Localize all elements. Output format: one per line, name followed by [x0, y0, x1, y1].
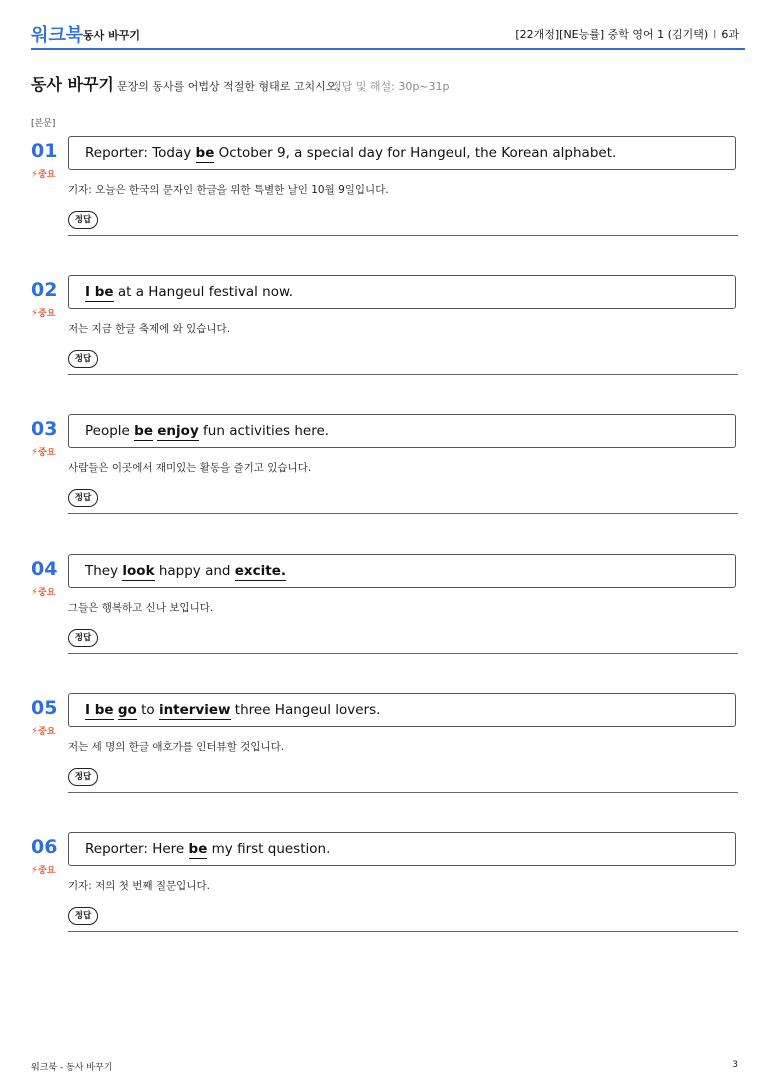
item-number: 06 — [31, 836, 58, 858]
item-number: 02 — [31, 279, 58, 301]
brand-title: 워크북 — [31, 25, 84, 46]
translation-text: 사람들은 이곳에서 재미있는 활동을 즐기고 있습니다. — [68, 462, 312, 474]
item-number: 04 — [31, 558, 58, 580]
sentence-text: Reporter: Today — [85, 145, 196, 161]
lightning-icon: ⚡ — [31, 447, 39, 458]
answer-line — [68, 235, 738, 236]
exercise-item — [31, 275, 738, 375]
answer-button[interactable]: 정답 — [68, 629, 98, 647]
important-label: 중요 — [38, 866, 56, 876]
exercise-item — [31, 554, 738, 654]
header-separator: I — [713, 28, 717, 41]
instruction-text: 문장의 동사를 어법상 적절한 형태로 고치시오. — [117, 80, 340, 93]
translation-text: 기자: 저의 첫 번째 질문입니다. — [68, 880, 210, 892]
important-label: 중요 — [38, 170, 56, 180]
exercise-item — [31, 832, 738, 932]
answer-line — [68, 931, 738, 932]
target-verb: excite. — [234, 563, 287, 579]
sentence-text: to — [136, 702, 159, 718]
sentence-box — [68, 554, 736, 588]
sentence-box — [68, 136, 736, 170]
header-book-info — [515, 26, 739, 42]
important-label: 중요 — [38, 448, 56, 458]
answer-reference: 정답 및 해설: 30p~31p — [331, 80, 450, 93]
important-badge — [31, 585, 55, 598]
answer-button[interactable]: 정답 — [68, 211, 98, 229]
target-verb: be — [134, 423, 153, 439]
book-title: [22개정][NE능률] 중학 영어 1 (김기택) — [515, 28, 709, 41]
target-verb: go — [117, 702, 137, 718]
important-label: 중요 — [38, 309, 56, 319]
item-number: 01 — [31, 140, 58, 162]
sentence-box — [68, 275, 736, 309]
passage-label: [본문] — [31, 119, 56, 129]
sentence-text: at a Hangeul festival now. — [113, 284, 294, 300]
target-verb: be — [195, 145, 215, 161]
important-badge — [31, 167, 55, 180]
sentence-text: They — [85, 563, 123, 579]
item-number: 03 — [31, 418, 58, 440]
lightning-icon: ⚡ — [31, 726, 39, 737]
target-verb: be — [188, 841, 208, 857]
important-badge — [31, 863, 55, 876]
answer-line — [68, 653, 738, 654]
answer-button[interactable]: 정답 — [68, 768, 98, 786]
lightning-icon: ⚡ — [31, 865, 39, 876]
target-verb: I be — [85, 284, 114, 300]
target-verb: enjoy — [157, 423, 199, 439]
section-title: 동사 바꾸기 — [31, 75, 114, 94]
sentence-text: my first question. — [207, 841, 331, 857]
sentence-box — [68, 414, 736, 448]
important-label: 중요 — [38, 588, 56, 598]
target-verb: I be — [85, 702, 114, 718]
important-badge — [31, 724, 55, 737]
lightning-icon: ⚡ — [31, 587, 39, 598]
answer-line — [68, 792, 738, 793]
target-verb: interview — [158, 702, 231, 718]
sentence-text: fun activities here. — [198, 423, 330, 439]
answer-button[interactable]: 정답 — [68, 350, 98, 368]
sentence-text: three Hangeul lovers. — [230, 702, 381, 718]
sentence-text: People — [85, 423, 135, 439]
sentence-text: happy and — [154, 563, 235, 579]
lesson-label: 6과 — [721, 28, 739, 41]
sentence-text: Reporter: Here — [85, 841, 189, 857]
translation-text: 기자: 오늘은 한국의 문자인 한글을 위한 특별한 날인 10월 9일입니다. — [68, 184, 389, 196]
answer-line — [68, 513, 738, 514]
translation-text: 그들은 행복하고 신나 보입니다. — [68, 602, 214, 614]
page-header — [31, 20, 745, 50]
translation-text: 저는 세 명의 한글 애호가를 인터뷰할 것입니다. — [68, 741, 285, 753]
important-label: 중요 — [38, 727, 56, 737]
item-number: 05 — [31, 697, 58, 719]
translation-text: 저는 지금 한글 축제에 와 있습니다. — [68, 323, 231, 335]
answer-button[interactable]: 정답 — [68, 489, 98, 507]
important-badge — [31, 445, 55, 458]
lightning-icon: ⚡ — [31, 308, 39, 319]
answer-button[interactable]: 정답 — [68, 907, 98, 925]
answer-line — [68, 374, 738, 375]
exercise-item — [31, 136, 738, 236]
footer-title: 워크북 - 동사 바꾸기 — [31, 1063, 113, 1073]
target-verb: look — [122, 563, 155, 579]
header-subtitle: 동사 바꾸기 — [83, 29, 140, 42]
lightning-icon: ⚡ — [31, 169, 39, 180]
important-badge — [31, 306, 55, 319]
sentence-box — [68, 832, 736, 866]
sentence-box — [68, 693, 736, 727]
page-number: 3 — [732, 1060, 738, 1070]
sentence-text: October 9, a special day for Hangeul, the Korean alphabet. — [214, 145, 617, 161]
exercise-item — [31, 414, 738, 514]
exercise-item — [31, 693, 738, 793]
